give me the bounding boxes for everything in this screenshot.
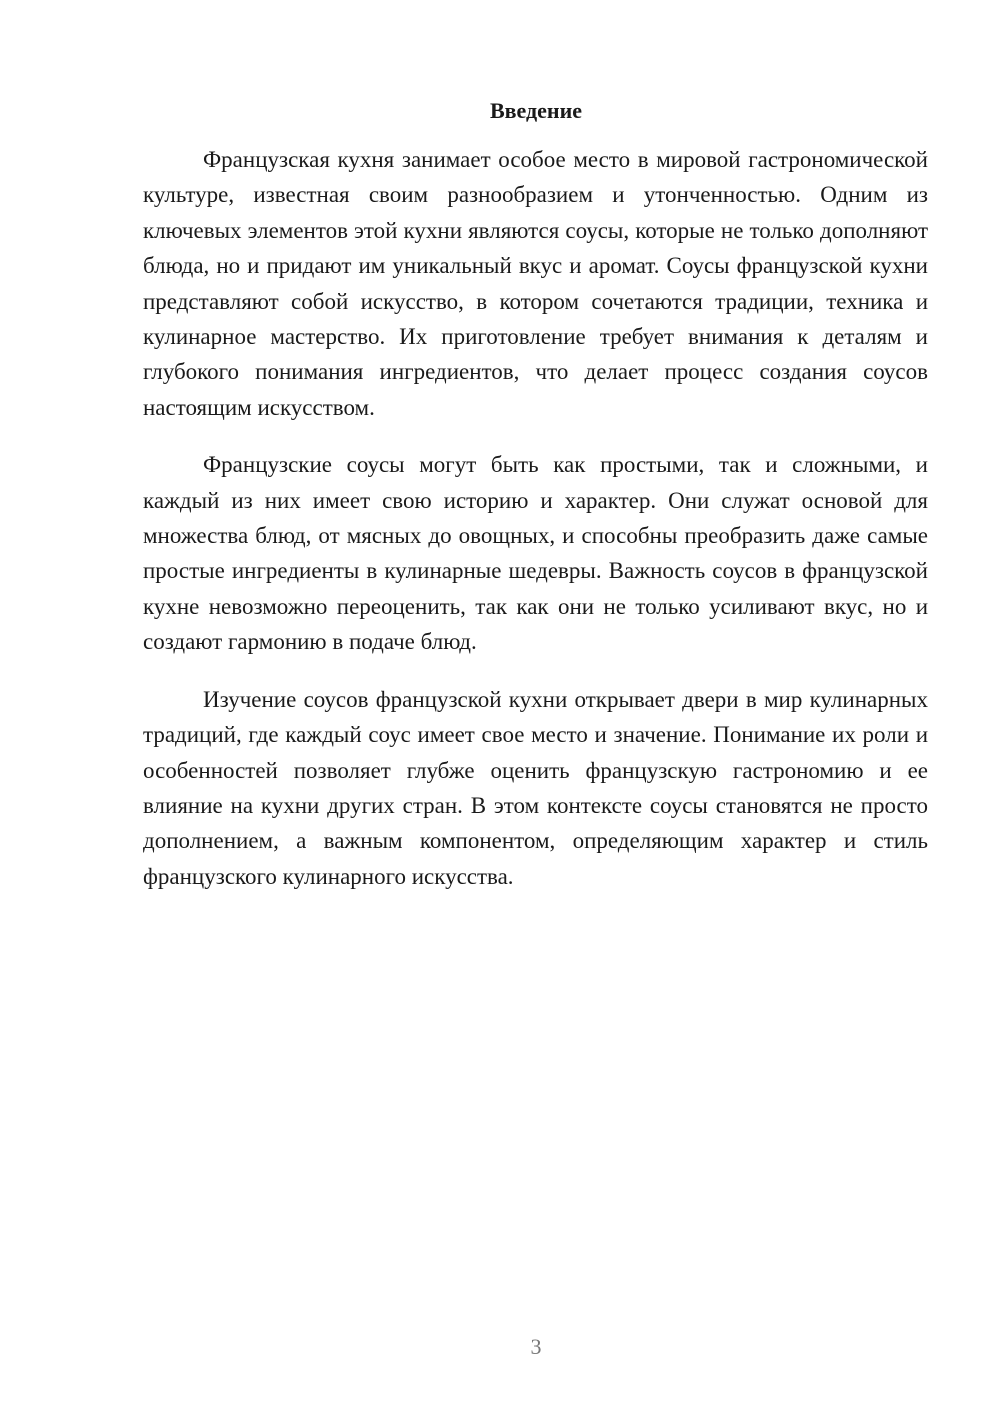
paragraph-3: Изучение соусов французской кухни открывает двери в мир кулинарных традиций, где каждый соус имеет свое место и значение. Понимание их роли и особенностей позволяет глубже оценить французскую гастрономию и ее влияние на кухни других стран. В этом контексте соусы становятся не просто дополнением, а важным компонентом, определяющим характер и стиль французского кулинарного искусства. <box>143 686 928 889</box>
paragraph-2: Французские соусы могут быть как простыми, так и сложными, и каждый из них имеет свою историю и характер. Они служат основой для множества блюд, от мясных до овощных, и способны преобразить даже самые простые ингредиенты в кулинарные шедевры. Важность соусов в французской кухне невозможно переоценить, так как они не только усиливают вкус, но и создают гармонию в подаче блюд. <box>143 452 928 655</box>
page-number: 3 <box>530 1334 542 1359</box>
document-body <box>143 142 928 916</box>
paragraph-1: Французская кухня занимает особое место в мировой гастрономической культуре, известная своим разнообразием и утонченностью. Одним из ключевых элементов этой кухни являются соусы, которые не только дополняют блюда, но и придают им уникальный вкус и аромат. Соусы французской кухни представляют собой искусство, в котором сочетаются традиции, техника и кулинарное мастерство. Их приготовление требует внимания к деталям и глубокого понимания ингредиентов, что делает процесс создания соусов настоящим искусством. <box>143 147 928 420</box>
section-heading: Введение <box>489 98 583 123</box>
